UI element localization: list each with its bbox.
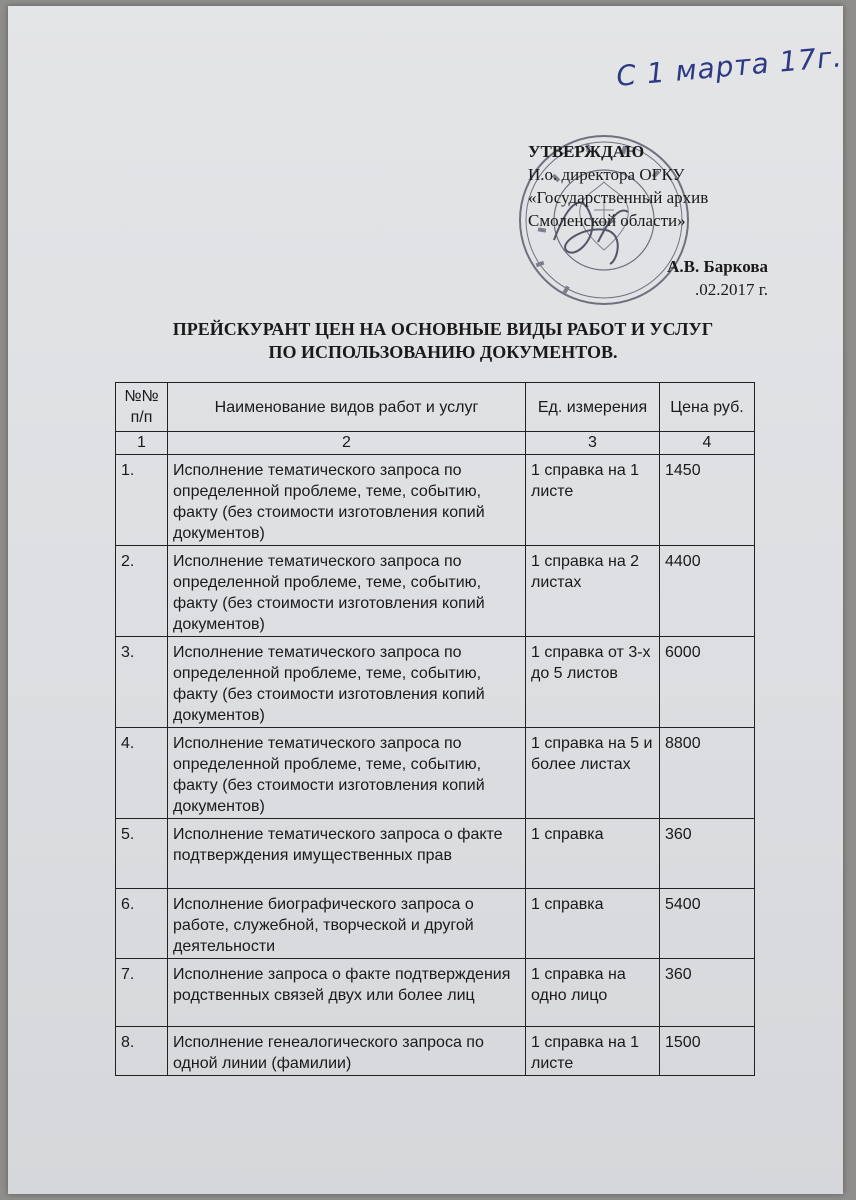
- row-price: 8800: [660, 728, 755, 819]
- table-row: [116, 728, 755, 819]
- approval-position: И.о. директора ОГКУ: [528, 165, 685, 184]
- row-unit: 1 справка на 5 и более листах: [526, 728, 660, 819]
- row-service-name: Исполнение тематического запроса по определенной проблеме, теме, событию, факту (без стоимости изготовления копий документов): [168, 546, 526, 637]
- row-unit: 1 справка: [526, 889, 660, 959]
- row-service-name: Исполнение тематического запроса по определенной проблеме, теме, событию, факту (без стоимости изготовления копий документов): [168, 728, 526, 819]
- row-price: 5400: [660, 889, 755, 959]
- row-service-name: Исполнение запроса о факте подтверждения родственных связей двух или более лиц: [168, 959, 526, 1027]
- approval-organization-line1: «Государственный архив: [528, 188, 709, 207]
- approval-date: .02.2017 г.: [694, 280, 768, 299]
- column-number: 3: [526, 432, 660, 455]
- row-price: 6000: [660, 637, 755, 728]
- approval-block: [528, 140, 768, 301]
- row-service-name: Исполнение биографического запроса о работе, служебной, творческой и другой деятельности: [168, 889, 526, 959]
- row-service-name: Исполнение тематического запроса о факте подтверждения имущественных прав: [168, 819, 526, 889]
- header-unit: Ед. измерения: [526, 383, 660, 432]
- header-service-name: Наименование видов работ и услуг: [168, 383, 526, 432]
- title-line-2: ПО ИСПОЛЬЗОВАНИЮ ДОКУМЕНТОВ.: [268, 342, 618, 362]
- row-price: 360: [660, 959, 755, 1027]
- row-unit: 1 справка на одно лицо: [526, 959, 660, 1027]
- table-header-row: [116, 383, 755, 432]
- table-row: [116, 455, 755, 546]
- row-number: 2.: [116, 546, 168, 637]
- row-number: 1.: [116, 455, 168, 546]
- row-price: 360: [660, 819, 755, 889]
- column-number-row: [116, 432, 755, 455]
- row-service-name: Исполнение генеалогического запроса по одной линии (фамилии): [168, 1027, 526, 1076]
- row-service-name: Исполнение тематического запроса по определенной проблеме, теме, событию, факту (без стоимости изготовления копий документов): [168, 455, 526, 546]
- row-number: 6.: [116, 889, 168, 959]
- row-unit: 1 справка: [526, 819, 660, 889]
- table-row: [116, 1027, 755, 1076]
- table-row: [116, 819, 755, 889]
- row-price: 1500: [660, 1027, 755, 1076]
- table-row: [116, 959, 755, 1027]
- row-number: 7.: [116, 959, 168, 1027]
- column-number: 4: [660, 432, 755, 455]
- row-number: 3.: [116, 637, 168, 728]
- header-price: Цена руб.: [660, 383, 755, 432]
- document-title: [98, 318, 788, 364]
- row-unit: 1 справка от 3-х до 5 листов: [526, 637, 660, 728]
- row-service-name: Исполнение тематического запроса по определенной проблеме, теме, событию, факту (без стоимости изготовления копий документов): [168, 637, 526, 728]
- row-price: 1450: [660, 455, 755, 546]
- row-number: 8.: [116, 1027, 168, 1076]
- header-number: №№ п/п: [116, 383, 168, 432]
- approval-signatory: А.В. Баркова: [667, 257, 768, 276]
- row-price: 4400: [660, 546, 755, 637]
- column-number: 2: [168, 432, 526, 455]
- title-line-1: ПРЕЙСКУРАНТ ЦЕН НА ОСНОВНЫЕ ВИДЫ РАБОТ И УСЛУГ: [172, 319, 714, 339]
- table-row: [116, 546, 755, 637]
- approval-heading: УТВЕРЖДАЮ: [528, 142, 645, 161]
- table-row: [116, 889, 755, 959]
- handwritten-date-note: С 1 марта 17г.: [614, 40, 844, 93]
- row-unit: 1 справка на 2 листах: [526, 546, 660, 637]
- row-number: 4.: [116, 728, 168, 819]
- row-number: 5.: [116, 819, 168, 889]
- price-list-table: [115, 382, 755, 1076]
- approval-organization-line2: Смоленской области»: [528, 211, 686, 230]
- row-unit: 1 справка на 1 листе: [526, 455, 660, 546]
- table-row: [116, 637, 755, 728]
- column-number: 1: [116, 432, 168, 455]
- row-unit: 1 справка на 1 листе: [526, 1027, 660, 1076]
